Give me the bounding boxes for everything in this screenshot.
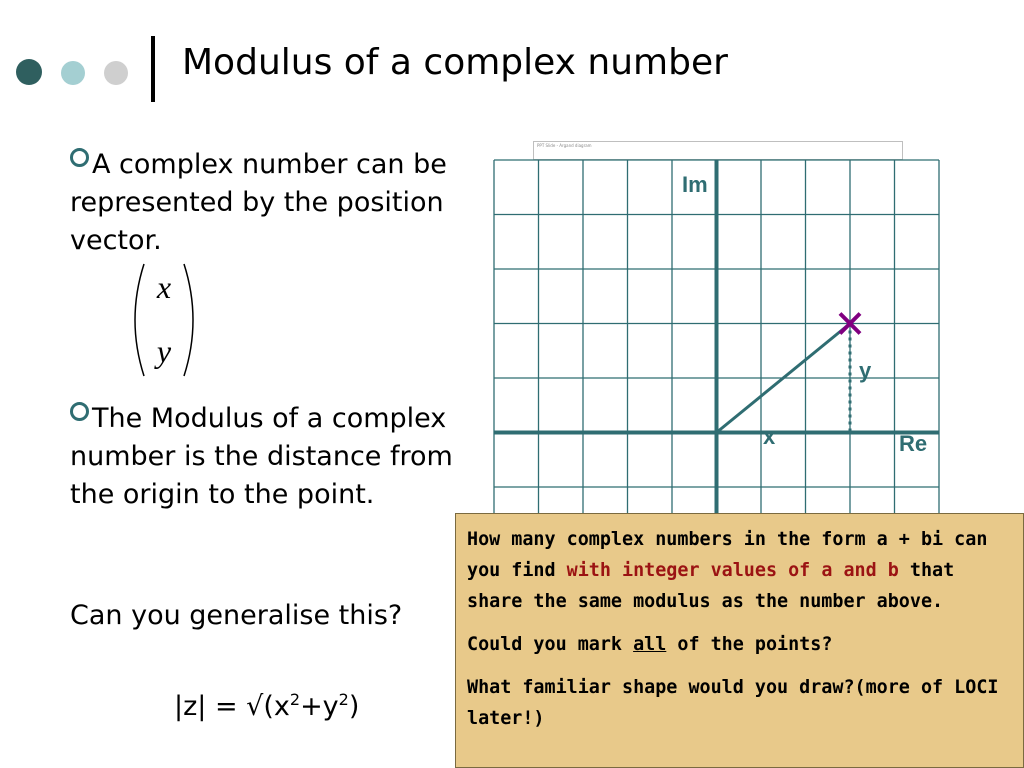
bullet-icon (70, 402, 89, 421)
title-divider (151, 36, 155, 102)
note-paragraph-3: What familiar shape would you draw?(more of LOCI later!) (467, 677, 999, 729)
nav-dot-grey (104, 61, 128, 85)
modulus-formula: $|z| = √(x^2+y^2)$ (174, 690, 360, 722)
bullet-position-vector (70, 146, 462, 260)
challenge-note (455, 513, 1024, 768)
position-vector (124, 262, 204, 382)
vector-top: x (156, 269, 172, 305)
im-axis-label: Im (682, 172, 708, 197)
nav-dot-dark (16, 59, 42, 85)
bullet-modulus-definition (70, 400, 462, 514)
slide-title: Modulus of a complex number (182, 42, 728, 83)
argand-diagram (490, 158, 945, 518)
bullet-icon (70, 148, 89, 167)
re-axis-label: Re (899, 431, 928, 456)
generalise-question: Can you generalise this? (70, 600, 403, 631)
note-paragraph-1: How many complex numbers in the form a + bi can you find with integer values of a and b that share the same modulus as the number above. (467, 529, 988, 612)
note-paragraph-2: Could you mark all of the points? (467, 634, 833, 655)
x-label: x (763, 424, 776, 449)
nav-dot-teal (61, 61, 85, 85)
y-label: y (859, 358, 872, 383)
bullet-text: The Modulus of a complex number is the distance from the origin to the point. (70, 403, 453, 510)
bullet-text: A complex number can be represented by the position vector. (70, 149, 447, 256)
vector-bottom: y (156, 333, 172, 369)
image-caption: PPT Slide - Argand diagram (537, 143, 592, 148)
